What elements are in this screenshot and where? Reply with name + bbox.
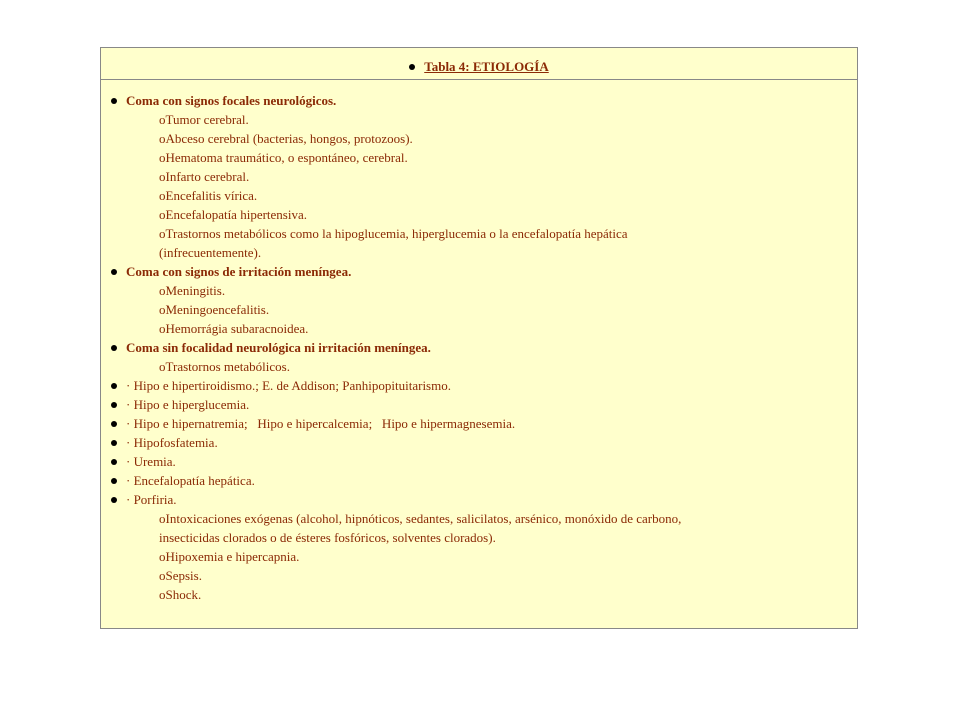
list-item: oShock.: [159, 587, 202, 602]
list-item: oMeningitis.: [159, 283, 226, 298]
list-item: oHematoma traumático, o espontáneo, cerebral.: [159, 150, 408, 165]
bullet-icon: [111, 440, 117, 446]
table-header: [101, 48, 857, 80]
sub-bullet-item: · Hipo e hiperglucemia.: [101, 395, 857, 414]
list-item: oMeningoencefalitis.: [159, 302, 270, 317]
bullet-icon: [111, 497, 117, 503]
section-heading: Coma sin focalidad neurológica ni irritación meníngea.: [101, 338, 857, 357]
bullet-icon: [111, 421, 117, 427]
list-item-continuation: insecticidas clorados o de ésteres fosfóricos, solventes clorados).: [159, 530, 496, 545]
bullet-icon: [111, 98, 117, 104]
sub-bullet-item: · Uremia.: [101, 452, 857, 471]
section-heading: Coma con signos de irritación meníngea.: [101, 262, 857, 281]
bullet-icon: [111, 402, 117, 408]
list-item: oHipoxemia e hipercapnia.: [159, 549, 300, 564]
table-body: [101, 80, 857, 604]
list-item: oInfarto cerebral.: [159, 169, 250, 184]
bullet-icon: [111, 478, 117, 484]
section-heading: Coma con signos focales neurológicos.: [101, 91, 857, 110]
sub-bullet-item: · Hipofosfatemia.: [101, 433, 857, 452]
list-item: oEncefalopatía hipertensiva.: [159, 207, 307, 222]
bullet-icon: [111, 345, 117, 351]
list-item: oIntoxicaciones exógenas (alcohol, hipnóticos, sedantes, salicilatos, arsénico, monóxido de carbono,: [159, 511, 682, 526]
bullet-icon: [111, 383, 117, 389]
bullet-icon: [111, 269, 117, 275]
list-item: oTrastornos metabólicos como la hipoglucemia, hiperglucemia o la encefalopatía hepática: [159, 226, 628, 241]
sub-bullet-item: · Encefalopatía hepática.: [101, 471, 857, 490]
bullet-icon: [409, 64, 415, 70]
sub-bullet-item: · Porfiria.: [101, 490, 857, 509]
list-item: oAbceso cerebral (bacterias, hongos, protozoos).: [159, 131, 413, 146]
list-item: oSepsis.: [159, 568, 202, 583]
list-item-continuation: (infrecuentemente).: [159, 245, 262, 260]
sub-bullet-item: · Hipo e hipernatremia; Hipo e hipercalcemia; Hipo e hipermagnesemia.: [101, 414, 857, 433]
list-item: oTrastornos metabólicos.: [159, 359, 290, 374]
table-title: Tabla 4: ETIOLOGÍA: [424, 59, 549, 74]
list-item: oHemorrágia subaracnoidea.: [159, 321, 309, 336]
list-item: oEncefalitis vírica.: [159, 188, 258, 203]
etiology-table: [100, 47, 858, 629]
bullet-icon: [111, 459, 117, 465]
sub-bullet-item: · Hipo e hipertiroidismo.; E. de Addison; Panhipopituitarismo.: [101, 376, 857, 395]
list-item: oTumor cerebral.: [159, 112, 249, 127]
